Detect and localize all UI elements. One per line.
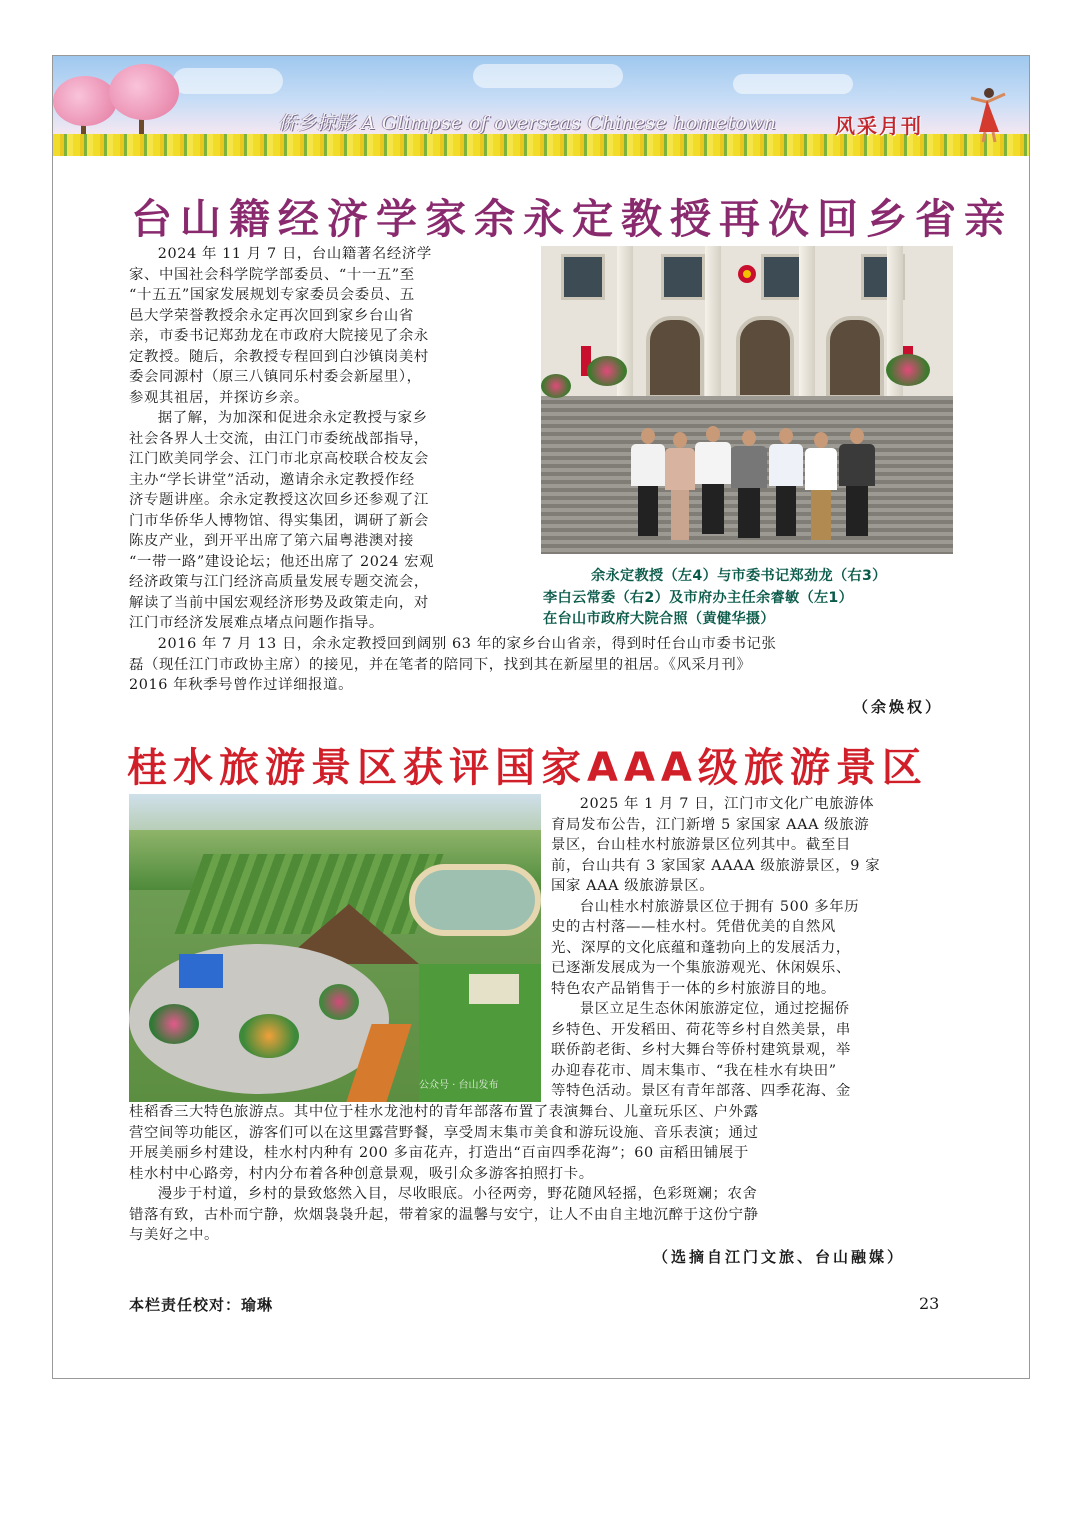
photo-caption — [543, 566, 953, 631]
text-line: 磊（现任江门市政协主席）的接见，并在笔者的陪同下，找到其在新屋里的祖居。《风采月刊》 — [129, 656, 752, 673]
article1-author: （余焕权） — [853, 698, 944, 716]
magazine-name: 风采月刊 — [835, 114, 923, 138]
text-line: 等特色活动。景区有青年部落、四季花海、金 — [551, 1083, 851, 1099]
magazine-page — [52, 55, 1030, 1379]
text-line: 乡特色、开发稻田、荷花等乡村自然美景，串 — [551, 1021, 851, 1038]
text-line: 已逐渐发展成为一个集旅游观光、休闲娱乐、 — [551, 960, 851, 976]
text-line: 亲，市委书记郑劲龙在市政府大院接见了余永 — [129, 328, 429, 344]
text-line: 2016 年 7 月 13 日，余永定教授回到阔别 63 年的家乡台山省亲，得到时任台山市委书记张 — [157, 636, 777, 652]
text-line: 联侨韵老街、乡村大舞台等侨村建筑景观，举 — [551, 1042, 851, 1058]
section-tagline: 侨乡掠影 A Glimpse of overseas Chinese hometown — [278, 112, 777, 134]
text-line: 陈皮产业，到开平出席了第六届粤港澳对接 — [129, 533, 414, 549]
text-line: 史的古村落——桂水村。凭借优美的自然风 — [551, 919, 836, 935]
article2-full-text — [129, 1102, 953, 1246]
text-line: 门市华侨华人博物馆、得实集团，调研了新会 — [129, 512, 429, 529]
text-line: 2024 年 11 月 7 日，台山籍著名经济学 — [157, 246, 432, 262]
article2-column-text — [551, 794, 955, 1102]
text-line: 前，台山共有 3 家国家 AAAA 级旅游景区，9 家 — [551, 857, 881, 874]
person-figure — [695, 426, 731, 536]
text-line: 漫步于村道，乡村的景致悠然入目，尽收眼底。小径两旁，野花随风轻摇，色彩斑斓；农舍 — [157, 1186, 758, 1202]
caption-line: 在台山市政府大院合照（黄健华摄） — [543, 611, 775, 627]
text-line: 台山桂水村旅游景区位于拥有 500 多年历 — [579, 898, 860, 915]
text-line: 桂稻香三大特色旅游点。其中位于桂水龙池村的青年部落布置了表演舞台、儿童玩乐区、户外露 — [129, 1104, 759, 1120]
text-line: 光、深厚的文化底蕴和蓬勃向上的发展活力， — [551, 939, 851, 956]
text-line: 开展美丽乡村建设，桂水村内种有 200 多亩花卉，打造出“百亩四季花海”；60 亩稻田铺展于 — [129, 1145, 749, 1161]
text-line: 经济政策与江门经济高质量发展专题交流会， — [129, 574, 429, 590]
article1-full-text — [129, 634, 953, 696]
photo-watermark: 公众号 · 台山发布 — [419, 1080, 499, 1091]
person-figure — [731, 430, 767, 540]
page-number: 23 — [919, 1294, 940, 1313]
text-line: 江门市经济发展难点堵点问题作指导。 — [129, 615, 384, 631]
text-line: 错落有致，古朴而宁静，炊烟袅袅升起，带着家的温馨与安宁，让人不由自主地沉醉于这份宁静 — [129, 1206, 759, 1223]
article1-column-text — [129, 244, 533, 634]
dancer-icon — [965, 84, 1011, 144]
person-figure — [839, 428, 875, 538]
text-line: 参观其祖居，并探访乡亲。 — [129, 389, 309, 406]
text-line: 2016 年秋季号曾作过详细报道。 — [129, 677, 354, 693]
group-photo — [541, 246, 953, 554]
caption-line: 余永定教授（左4）与市委书记郑劲龙（右3） — [591, 568, 887, 584]
text-line: 邑大学荣誉教授余永定再次回到家乡台山省 — [129, 307, 414, 324]
text-line: 2025 年 1 月 7 日，江门市文化广电旅游体 — [579, 796, 875, 812]
text-line: 社会各界人士交流，由江门市委统战部指导， — [129, 430, 429, 447]
text-line: 解读了当前中国宏观经济形势及政策走向，对 — [129, 594, 429, 611]
text-line: 办迎春花市、周末集市、“我在桂水有块田” — [551, 1062, 837, 1079]
text-line: 定教授。随后，余教授专程回到白沙镇岗美村 — [129, 348, 429, 365]
text-line: 国家 AAA 级旅游景区。 — [551, 878, 715, 894]
emblem-icon — [737, 264, 757, 284]
blossom-tree-icon — [53, 76, 117, 126]
text-line: 济专题讲座。余永定教授这次回乡还参观了江 — [129, 492, 429, 508]
text-line: 桂水村中心路旁，村内分布着各种创意景观，吸引众多游客拍照打卡。 — [129, 1165, 594, 1182]
person-figure — [805, 432, 837, 542]
text-line: 与美好之中。 — [129, 1227, 219, 1243]
caption-line: 李白云常委（右2）及市府办主任余睿敏（左1） — [543, 589, 854, 606]
article2-source: （选摘自江门文旅、台山融媒） — [653, 1248, 906, 1266]
article1-title: 台山籍经济学家余永定教授再次回乡省亲 — [131, 195, 1013, 243]
text-line: 家、中国社会科学院学部委员、“十一五”至 — [129, 266, 415, 283]
text-line: 江门欧美同学会、江门市北京高校联合校友会 — [129, 451, 429, 467]
text-line: “一带一路”建设论坛；他还出席了 2024 宏观 — [129, 553, 435, 570]
text-line: 景区，台山桂水村旅游景区位列其中。截至目 — [551, 837, 851, 853]
person-figure — [769, 428, 803, 538]
text-line: 育局发布公告，江门新增 5 家国家 AAA 级旅游 — [551, 816, 870, 833]
text-line: 特色农产品销售于一体的乡村旅游目的地。 — [551, 980, 836, 997]
article2-title: 桂水旅游景区获评国家AAA级旅游景区 — [127, 745, 928, 791]
text-line: 主办“学长讲堂”活动，邀请余永定教授作经 — [129, 471, 415, 488]
scenic-aerial-photo — [129, 794, 541, 1102]
text-line: 据了解，为加深和促进余永定教授与家乡 — [157, 410, 428, 426]
text-line: 景区立足生态休闲旅游定位，通过挖掘侨 — [579, 1001, 850, 1017]
person-figure — [665, 432, 695, 542]
header-banner — [53, 56, 1029, 156]
person-figure — [631, 428, 665, 538]
proofreader-credit: 本栏责任校对：瑜琳 — [129, 1296, 274, 1314]
text-line: 营空间等功能区，游客们可以在这里露营野餐，享受周末集市美食和游玩设施、音乐表演；通过 — [129, 1124, 759, 1141]
blossom-tree-icon — [109, 64, 179, 120]
text-line: 委会同源村（原三八镇同乐村委会新屋里）， — [129, 369, 422, 385]
text-line: “十五五”国家发展规划专家委员会委员、五 — [129, 287, 415, 303]
